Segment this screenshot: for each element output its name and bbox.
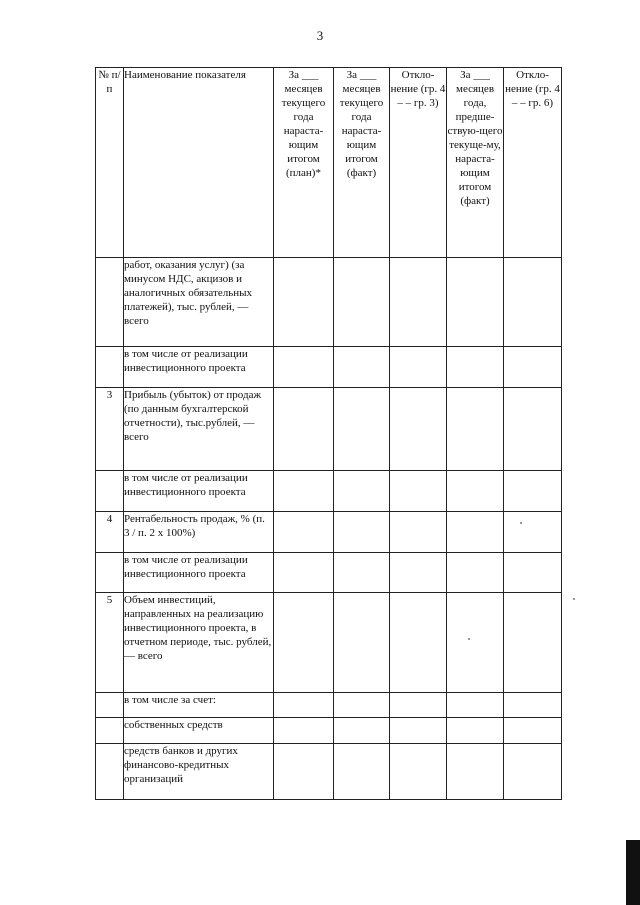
header-deviation-plan: Откло-нение (гр. 4 – – гр. 3)	[390, 68, 447, 258]
header-plan-current-year: За ___ месяцев текущего года нараста-ющим итогом (план)*	[274, 68, 334, 258]
table-row	[96, 347, 562, 388]
indicator-name: Рентабельность продаж, % (п. 3 / п. 2 х 100%)	[124, 512, 274, 553]
indicator-name: работ, оказания услуг) (за минусом НДС, акцизов и аналогичных обязательных платежей), тыс. рублей, — всего	[124, 258, 274, 347]
indicator-name: в том числе за счет:	[124, 693, 274, 718]
scan-speck	[520, 522, 522, 524]
header-indicator-name: Наименование показателя	[124, 68, 274, 258]
table-row	[96, 693, 562, 718]
header-fact-previous-year: За ___ месяцев года, предше-ствую-щего текуще-му, нараста-ющим итогом (факт)	[447, 68, 504, 258]
indicators-table	[95, 67, 562, 800]
row-number	[96, 693, 124, 718]
row-number	[96, 258, 124, 347]
row-number	[96, 347, 124, 388]
header-deviation-previous: Откло-нение (гр. 4 – – гр. 6)	[504, 68, 562, 258]
table-row	[96, 471, 562, 512]
table-row	[96, 258, 562, 347]
scan-speck	[468, 638, 470, 640]
row-number: 3	[96, 388, 124, 471]
header-row-number: № п/п	[96, 68, 124, 258]
indicator-name: в том числе от реализации инвестиционного проекта	[124, 347, 274, 388]
page-number: 3	[316, 28, 324, 43]
indicator-name: Прибыль (убыток) от продаж (по данным бухгалтерской отчетности), тыс.рублей, — всего	[124, 388, 274, 471]
row-number	[96, 471, 124, 512]
table-row	[96, 512, 562, 553]
indicator-name: в том числе от реализации инвестиционного проекта	[124, 553, 274, 593]
table-row	[96, 593, 562, 693]
scan-edge-mark	[626, 840, 640, 905]
scan-speck	[573, 598, 575, 600]
row-number	[96, 553, 124, 593]
table-row	[96, 744, 562, 800]
header-fact-current-year: За ___ месяцев текущего года нараста-ющим итогом (факт)	[334, 68, 390, 258]
indicator-name: Объем инвестиций, направленных на реализацию инвестиционного проекта, в отчетном периоде, тыс. рублей, — всего	[124, 593, 274, 693]
table-row	[96, 718, 562, 744]
indicator-name: собственных средств	[124, 718, 274, 744]
table-header-row	[96, 68, 562, 258]
table-row	[96, 553, 562, 593]
indicator-name: в том числе от реализации инвестиционного проекта	[124, 471, 274, 512]
row-number: 5	[96, 593, 124, 693]
row-number	[96, 744, 124, 800]
table-row	[96, 388, 562, 471]
row-number	[96, 718, 124, 744]
row-number: 4	[96, 512, 124, 553]
indicator-name: средств банков и других финансово-кредитных организаций	[124, 744, 274, 800]
